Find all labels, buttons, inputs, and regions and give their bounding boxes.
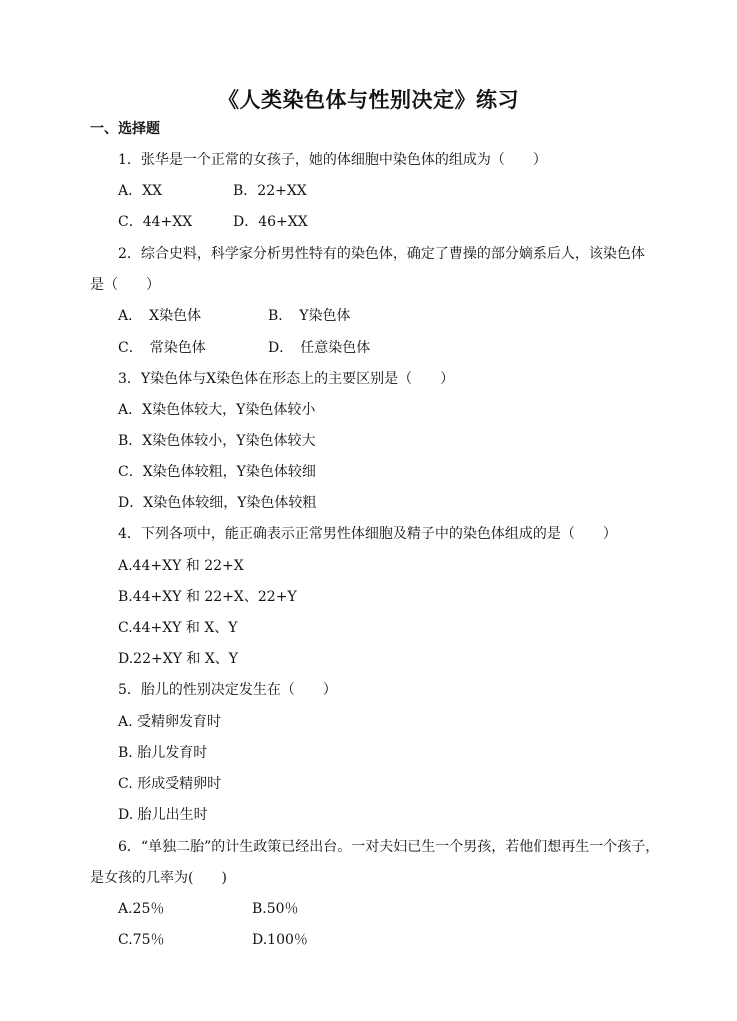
question-6-option-d: D.100％ [252, 932, 308, 948]
question-4-option-a: A.44+XY 和 22+X [118, 558, 244, 574]
question-1-stem: 1．张华是一个正常的女孩子，她的体细胞中染色体的组成为（ ） [118, 152, 547, 168]
question-1-option-a: A．XX [118, 183, 163, 199]
question-6-option-c: C.75％ [118, 932, 165, 948]
question-1-option-b: B．22+XX [233, 183, 307, 199]
question-5-option-a: A. 受精卵发育时 [118, 714, 222, 730]
question-3-option-a: A．X染色体较大，Y染色体较小 [118, 402, 316, 418]
question-2-option-a: A． X染色体 [118, 308, 202, 324]
question-3-option-d: D．X染色体较细，Y染色体较粗 [118, 495, 317, 511]
question-1-option-d: D．46+XX [233, 214, 308, 230]
question-6-option-b: B.50％ [252, 901, 299, 917]
question-2-option-b: B． Y染色体 [268, 308, 351, 324]
section-heading: 一、选择题 [90, 121, 160, 137]
question-6-option-a: A.25％ [118, 901, 165, 917]
question-1-option-c: C．44+XX [118, 214, 193, 230]
question-5-stem: 5．胎儿的性别决定发生在（ ） [118, 682, 337, 698]
question-5-option-d: D. 胎儿出生时 [118, 807, 208, 823]
question-4-stem: 4．下列各项中，能正确表示正常男性体细胞及精子中的染色体组成的是（ ） [118, 526, 617, 542]
page-title: 《人类染色体与性别决定》练习 [218, 87, 519, 112]
question-6-stem: 6．“单独二胎”的计生政策已经出台。一对夫妇已生一个男孩，若他们想再生一个孩子， [118, 839, 660, 855]
question-3-option-c: C．X染色体较粗，Y染色体较细 [118, 464, 316, 480]
question-5-option-c: C. 形成受精卵时 [118, 776, 222, 792]
question-6-stem-continued: 是女孩的几率为( ) [90, 870, 227, 886]
question-4-option-c: C.44+XY 和 X、Y [118, 620, 238, 636]
question-2-stem-continued: 是（ ） [90, 277, 160, 293]
question-4-option-b: B.44+XY 和 22+X、22+Y [118, 589, 297, 605]
question-3-stem: 3．Y染色体与X染色体在形态上的主要区别是（ ） [118, 371, 455, 387]
question-5-option-b: B. 胎儿发育时 [118, 745, 208, 761]
question-2-stem: 2．综合史料，科学家分析男性特有的染色体，确定了曹操的部分嫡系后人，该染色体 [118, 246, 645, 262]
question-3-option-b: B．X染色体较小，Y染色体较大 [118, 433, 316, 449]
question-2-option-c: C． 常染色体 [118, 340, 206, 356]
question-2-option-d: D． 任意染色体 [268, 340, 371, 356]
question-4-option-d: D.22+XY 和 X、Y [118, 651, 239, 667]
